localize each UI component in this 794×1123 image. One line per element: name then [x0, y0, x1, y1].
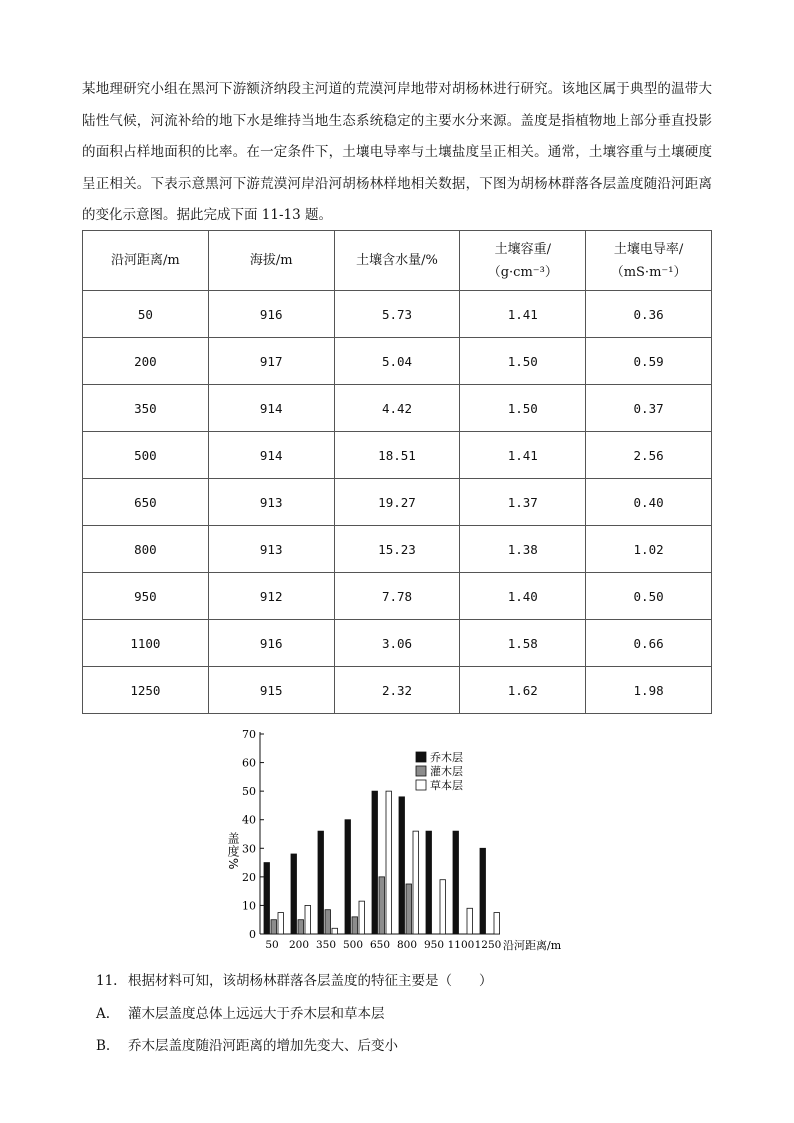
table-cell: 1.58	[460, 620, 586, 667]
table-cell: 650	[83, 479, 209, 526]
legend-label: 乔木层	[430, 751, 463, 764]
table-cell: 1.41	[460, 291, 586, 338]
bar	[399, 797, 405, 934]
question-11: 11. 根据材料可知，该胡杨林群落各层盖度的特征主要是（ ）	[96, 973, 493, 989]
bar	[278, 913, 284, 934]
legend-swatch	[416, 766, 426, 776]
y-axis-label: 盖度%	[226, 832, 240, 871]
table-cell: 15.23	[334, 526, 460, 573]
bar	[359, 901, 365, 934]
option-a: A. 灌木层盖度总体上远远大于乔木层和草本层	[96, 1006, 385, 1022]
table-cell: 0.36	[586, 291, 712, 338]
option-b: B. 乔木层盖度随沿河距离的增加先变大、后变小	[96, 1038, 398, 1054]
table-row	[83, 338, 712, 385]
bar	[325, 910, 331, 934]
table-cell: 1.50	[460, 338, 586, 385]
table-cell: 18.51	[334, 432, 460, 479]
bar	[440, 880, 446, 934]
table-cell: 950	[83, 573, 209, 620]
intro-paragraph: 某地理研究小组在黑河下游额济纳段主河道的荒漠河岸地带对胡杨林进行研究。该地区属于典型的温带大陆性气候，河流补给的地下水是维持当地生态系统稳定的主要水分来源。盖度是指植物地上部分垂直投影的面积占样地面积的比率。在一定条件下，土壤电导率与土壤盐度呈正相关。通常，土壤容重与土壤硬度呈正相关。下表示意黑河下游荒漠河岸沿河胡杨林样地相关数据，下图为胡杨林群落各层盖度随沿河距离的变化示意图。据此完成下面 11-13 题。	[82, 81, 712, 224]
x-tick-label: 650	[369, 939, 391, 951]
x-tick-label: 350	[315, 939, 337, 951]
table-cell: 350	[83, 385, 209, 432]
x-axis-label: 沿河距离/m	[503, 939, 562, 952]
table-cell: 1.41	[460, 432, 586, 479]
bar	[271, 920, 277, 934]
legend-swatch	[416, 752, 426, 762]
table-cell: 0.50	[586, 573, 712, 620]
header-altitude: 海拔/m	[208, 231, 334, 291]
bar	[305, 905, 311, 934]
table-cell: 1250	[83, 667, 209, 714]
y-tick-label: 30	[242, 842, 256, 856]
table-row	[83, 620, 712, 667]
x-tick-label: 950	[423, 939, 445, 951]
table-row	[83, 526, 712, 573]
table-row	[83, 432, 712, 479]
table-cell: 0.66	[586, 620, 712, 667]
table-cell: 2.56	[586, 432, 712, 479]
table-cell: 1.38	[460, 526, 586, 573]
table-cell: 50	[83, 291, 209, 338]
table-cell: 912	[208, 573, 334, 620]
bar	[264, 863, 270, 934]
table-cell: 19.27	[334, 479, 460, 526]
y-tick-label: 40	[242, 813, 256, 827]
table-cell: 1.02	[586, 526, 712, 573]
table-cell: 5.73	[334, 291, 460, 338]
table-cell: 5.04	[334, 338, 460, 385]
table-row	[83, 667, 712, 714]
table-cell: 913	[208, 479, 334, 526]
legend-swatch	[416, 780, 426, 790]
bar	[386, 791, 392, 934]
legend-label: 灌木层	[430, 765, 463, 778]
bar	[298, 920, 304, 934]
y-tick-label: 20	[242, 870, 256, 884]
bar	[453, 831, 459, 934]
x-tick-label: 200	[288, 939, 310, 951]
table-cell: 1.98	[586, 667, 712, 714]
table-cell: 1.62	[460, 667, 586, 714]
table-cell: 2.32	[334, 667, 460, 714]
x-tick-label: 1100	[447, 939, 475, 951]
bar	[372, 791, 378, 934]
x-tick-label: 800	[396, 939, 418, 951]
y-tick-label: 50	[242, 785, 256, 799]
header-conductivity: 土壤电导率/ （mS·m⁻¹）	[586, 231, 712, 291]
header-distance: 沿河距离/m	[83, 231, 209, 291]
table-cell: 1.50	[460, 385, 586, 432]
bar	[379, 877, 385, 934]
y-tick-label: 60	[242, 756, 256, 770]
bar	[467, 908, 473, 934]
bar	[318, 831, 324, 934]
data-table	[82, 230, 712, 714]
table-cell: 915	[208, 667, 334, 714]
table-cell: 914	[208, 432, 334, 479]
table-cell: 1.40	[460, 573, 586, 620]
table-cell: 7.78	[334, 573, 460, 620]
table-cell: 913	[208, 526, 334, 573]
header-bulk-density: 土壤容重/ （g·cm⁻³）	[460, 231, 586, 291]
bar	[426, 831, 432, 934]
bar	[332, 928, 338, 934]
table-row	[83, 573, 712, 620]
table-header-row	[83, 231, 712, 291]
table-row	[83, 385, 712, 432]
bar	[291, 854, 297, 934]
table-cell: 0.37	[586, 385, 712, 432]
bar	[413, 831, 419, 934]
table-cell: 914	[208, 385, 334, 432]
x-tick-label: 1250	[474, 939, 502, 951]
bar	[480, 848, 486, 934]
bar	[352, 917, 358, 934]
table-cell: 916	[208, 620, 334, 667]
table-cell: 917	[208, 338, 334, 385]
table-cell: 916	[208, 291, 334, 338]
y-tick-label: 70	[242, 728, 256, 741]
table-cell: 4.42	[334, 385, 460, 432]
table-cell: 500	[83, 432, 209, 479]
coverage-chart	[200, 722, 600, 957]
y-tick-label: 0	[249, 928, 256, 941]
bar	[494, 913, 500, 934]
table-cell: 800	[83, 526, 209, 573]
x-tick-label: 50	[265, 939, 279, 951]
header-moisture: 土壤含水量/%	[334, 231, 460, 291]
table-cell: 1.37	[460, 479, 586, 526]
table-cell: 3.06	[334, 620, 460, 667]
bar	[406, 884, 412, 934]
table-cell: 1100	[83, 620, 209, 667]
y-tick-label: 10	[242, 899, 256, 913]
table-cell: 0.59	[586, 338, 712, 385]
table-cell: 200	[83, 338, 209, 385]
table-cell: 0.40	[586, 479, 712, 526]
table-row	[83, 291, 712, 338]
legend-label: 草本层	[430, 779, 463, 792]
table-row	[83, 479, 712, 526]
x-tick-label: 500	[342, 939, 364, 951]
bar	[345, 820, 351, 934]
